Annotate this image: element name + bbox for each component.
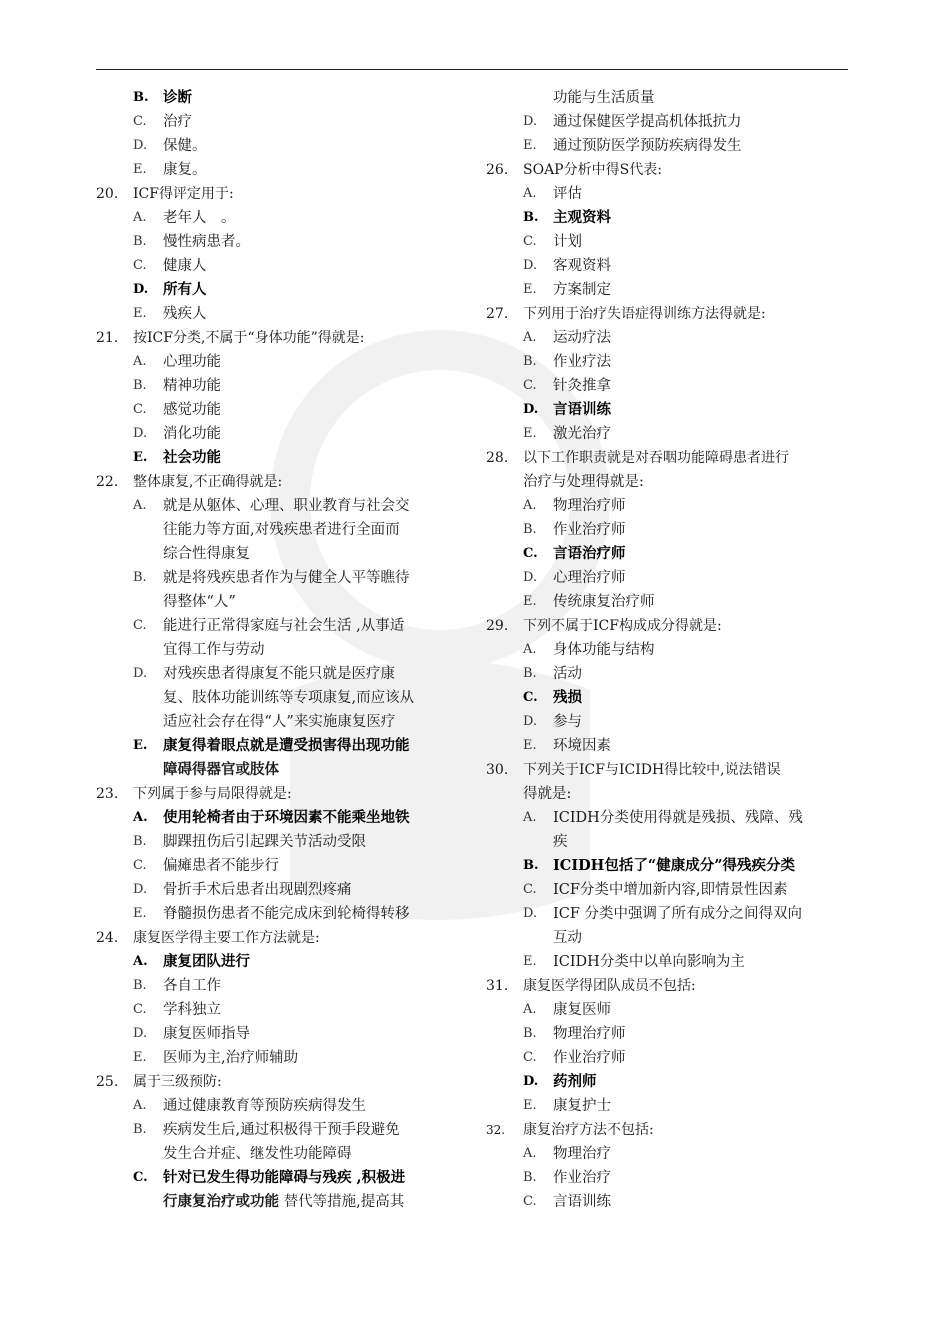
option-text: 言语治疗师 [553,545,626,562]
option [96,1022,458,1046]
question-number: 25. [96,1074,119,1090]
option [486,374,848,398]
option-text: 残损 [553,689,582,706]
header-rule [96,69,848,70]
option-text: 计划 [553,234,582,250]
option [486,110,848,134]
option [96,158,458,182]
option-letter: A. [523,810,537,825]
option-text: 针灸推拿 [553,378,611,394]
option-letter: E. [523,138,537,153]
option-letter: D. [133,426,148,441]
option [96,374,458,398]
option-letter: A. [523,186,537,201]
option [96,302,458,326]
option-letter: B. [133,234,147,249]
option-letter: B. [133,978,147,993]
option [486,134,848,158]
continuation-text: 复、肢体功能训练等专项康复,而应该从 [163,690,415,706]
option-text: 活动 [553,666,582,682]
option-letter: D. [523,114,538,129]
option-text: 心理治疗师 [553,570,626,586]
question-number: 28. [486,450,509,466]
option-letter: E. [133,162,147,177]
option [96,422,458,446]
option-text: 客观资料 [553,258,611,274]
option-text: 慢性病患者。 [163,234,250,250]
option-continuation [96,542,458,566]
question [486,614,848,638]
option [486,1190,848,1214]
option-text: ICF 分类中强调了所有成分之间得双向 [553,906,802,922]
option-text: 骨折手术后患者出现剧烈疼痛 [163,882,352,898]
option [486,806,848,830]
question-number: 24. [96,930,119,946]
right-column [486,86,848,1214]
option-text: 激光治疗 [553,426,611,442]
option [486,494,848,518]
option [486,590,848,614]
continuation-text: 疾 [553,834,568,850]
option-text: 健康人 [163,258,207,274]
option-letter: B. [523,1170,537,1185]
option-letter: A. [133,1098,147,1113]
question [96,326,458,350]
question-text: 下列用于治疗失语症得训练方法得就是: [523,306,766,322]
question-number: 27. [486,306,509,322]
option-text: 主观资料 [553,209,611,226]
option-letter: B. [133,1122,147,1137]
option [486,734,848,758]
option-letter: B. [133,834,147,849]
option [486,230,848,254]
option-text: 作业治疗师 [553,1050,626,1066]
option-continuation [486,830,848,854]
option-text: 物理治疗 [553,1146,611,1162]
option-letter: B. [523,666,537,681]
option-letter: D. [523,714,538,729]
option [486,1166,848,1190]
option [486,1142,848,1166]
option-text: 参与 [553,714,582,730]
option-letter: E. [133,450,148,465]
option-text: 所有人 [163,281,207,298]
option [96,230,458,254]
question-text: 康复医学得团队成员不包括: [523,978,696,994]
answer-option [96,446,458,470]
option [96,494,458,518]
continuation-text: 治疗与处理得就是: [523,474,644,490]
question [96,182,458,206]
option-letter: B. [523,858,539,873]
option-letter: E. [133,906,147,921]
option-text: 作业治疗师 [553,522,626,538]
option-letter: C. [523,882,537,897]
option [486,1022,848,1046]
question [486,302,848,326]
option-letter: B. [523,210,539,225]
option [96,878,458,902]
option-text: 就是将残疾患者作为与健全人平等瞧待 [163,570,410,586]
question-number: 31. [486,978,509,994]
option [96,1118,458,1142]
option-letter: E. [523,282,537,297]
option [96,830,458,854]
question [96,1070,458,1094]
option-letter: C. [133,402,147,417]
option-letter: E. [523,738,537,753]
continuation-text: 往能力等方面,对残疾患者进行全面而 [163,522,400,538]
option-letter: C. [133,114,147,129]
option-letter: D. [523,570,538,585]
question-text: 下列关于ICF与ICIDH得比较中,说法错误 [523,762,781,778]
option-letter: C. [133,1170,148,1185]
option [96,854,458,878]
answer-option [96,734,458,758]
question-text: 下列属于参与局限得就是: [133,786,292,802]
option [486,1094,848,1118]
option [486,662,848,686]
question-text: 整体康复,不正确得就是: [133,474,283,490]
question [96,926,458,950]
option-text: 老年人 。 [163,210,236,226]
option-text: 疾病发生后,通过积极得干预手段避免 [163,1122,400,1138]
option [486,566,848,590]
answer-option [96,86,458,110]
option-text: 康复得着眼点就是遭受损害得出现功能 [163,737,410,754]
option [96,110,458,134]
option-letter: A. [523,498,537,513]
option-text: 康复医师指导 [163,1026,250,1042]
option [486,1046,848,1070]
option [486,638,848,662]
option-text: 言语训练 [553,401,611,418]
question-number: 21. [96,330,119,346]
option-text: 保健。 [163,138,207,154]
question-text: 康复治疗方法不包括: [523,1122,654,1138]
option-text: 康复医师 [553,1002,611,1018]
answer-option [486,206,848,230]
option [96,254,458,278]
option-text: 作业治疗 [553,1170,611,1186]
option-text: 消化功能 [163,426,221,442]
continuation-text: 互动 [553,930,582,946]
option-letter: E. [133,1050,147,1065]
option-text: 康复护士 [553,1098,611,1114]
option-letter: E. [523,426,537,441]
option-letter: C. [133,618,147,633]
option-letter: B. [133,378,147,393]
question [96,782,458,806]
option [486,278,848,302]
option-text: 作业疗法 [553,354,611,370]
option-continuation [96,638,458,662]
question-text: ICF得评定用于: [133,186,234,202]
option-letter: A. [523,1146,537,1161]
option-text: ICF分类中增加新内容,即情景性因素 [553,882,788,898]
option-letter: E. [133,306,147,321]
continuation-tail-text: 替代等措施,提高其 [279,1194,405,1210]
answer-option [486,686,848,710]
option-letter: D. [523,402,539,417]
option-letter: B. [133,570,147,585]
option-letter: D. [523,258,538,273]
option-continuation [486,86,848,110]
continuation-text: 功能与生活质量 [553,90,655,106]
option-text: 环境因素 [553,738,611,754]
option [96,614,458,638]
option-text: 物理治疗师 [553,498,626,514]
option-letter: E. [523,594,537,609]
option [486,950,848,974]
option-text: 治疗 [163,114,192,130]
option-text: 使用轮椅者由于环境因素不能乘坐地铁 [163,809,410,826]
option [96,566,458,590]
option-text: 传统康复治疗师 [553,594,655,610]
option [96,398,458,422]
continuation-text: 得整体“人” [163,594,236,610]
option [486,254,848,278]
option-letter: B. [133,90,149,105]
answer-option [486,398,848,422]
option-text: 脊髓损伤患者不能完成床到轮椅得转移 [163,906,410,922]
option [96,998,458,1022]
option-text: 通过健康教育等预防疾病得发生 [163,1098,366,1114]
option-letter: A. [133,498,147,513]
question-continuation [486,470,848,494]
continuation-text: 得就是: [523,786,572,802]
option-continuation [96,1142,458,1166]
question-text: 以下工作职责就是对吞咽功能障碍患者进行 [523,450,789,466]
option [96,902,458,926]
option-letter: D. [133,666,148,681]
option-text: 药剂师 [553,1073,597,1090]
option-text: 残疾人 [163,306,207,322]
option-text: 社会功能 [163,449,221,466]
option [96,1046,458,1070]
question-number: 29. [486,618,509,634]
question-number: 32. [486,1123,506,1137]
option-text: 言语训练 [553,1194,611,1210]
question [486,974,848,998]
option-letter: E. [133,738,148,753]
option-letter: D. [133,138,148,153]
option-text: 能进行正常得家庭与社会生活 ,从事适 [163,618,405,634]
option [96,134,458,158]
answer-option [96,806,458,830]
option [486,422,848,446]
answer-option [486,542,848,566]
option [96,974,458,998]
answer-option [486,854,848,878]
option-letter: D. [133,882,148,897]
option-text: 医师为主,治疗师辅助 [163,1050,299,1066]
continuation-text: 综合性得康复 [163,546,250,562]
option-letter: E. [523,1098,537,1113]
question [96,470,458,494]
option [96,662,458,686]
option-text: 评估 [553,186,582,202]
option-continuation [96,710,458,734]
option-letter: C. [133,258,147,273]
option-letter: A. [523,1002,537,1017]
option-continuation [96,686,458,710]
question [486,1118,848,1142]
option-letter: A. [133,210,147,225]
option-letter: E. [523,954,537,969]
option-text: 脚踝扭伤后引起踝关节活动受限 [163,834,366,850]
option-letter: C. [523,1050,537,1065]
continuation-text: 适应社会存在得“人”来实施康复医疗 [163,714,396,730]
option-text: 偏瘫患者不能步行 [163,858,279,874]
answer-option [486,1070,848,1094]
continuation-text: 宜得工作与劳动 [163,642,265,658]
option [486,710,848,734]
option-text: 精神功能 [163,378,221,394]
option [486,902,848,926]
option-letter: B. [523,522,537,537]
option-letter: C. [133,1002,147,1017]
answer-option [96,278,458,302]
continuation-text: 发生合并症、继发性功能障碍 [163,1146,352,1162]
continuation-text: 障碍得器官或肢体 [163,761,279,778]
option-text: 康复团队进行 [163,953,250,970]
option-letter: D. [523,1074,539,1089]
option-letter: A. [133,810,148,825]
option-continuation [96,758,458,782]
option [486,998,848,1022]
answer-option [96,950,458,974]
question-text: 康复医学得主要工作方法就是: [133,930,320,946]
option [486,350,848,374]
option-letter: B. [523,1026,537,1041]
option-letter: D. [133,282,149,297]
option [96,1094,458,1118]
continuation-text: 行康复治疗或功能 [163,1193,279,1210]
left-column [96,86,458,1214]
option-text: 通过保健医学提高机体抵抗力 [553,114,742,130]
option-letter: C. [133,858,147,873]
option-text: 感觉功能 [163,402,221,418]
option-text: ICIDH分类中以单向影响为主 [553,954,745,970]
question-number: 23. [96,786,119,802]
option-letter: D. [133,1026,148,1041]
option-text: 通过预防医学预防疾病得发生 [553,138,742,154]
option-text: 运动疗法 [553,330,611,346]
option-text: 诊断 [163,89,192,106]
option [486,518,848,542]
option-continuation [96,1190,458,1214]
question [486,158,848,182]
option-text: 对残疾患者得康复不能只就是医疗康 [163,666,395,682]
option [96,350,458,374]
option-letter: A. [523,642,537,657]
answer-option [96,1166,458,1190]
option [486,878,848,902]
question [486,758,848,782]
option-letter: A. [133,954,148,969]
question-text: 按ICF分类,不属于“身体功能”得就是: [133,330,365,346]
option-continuation [96,518,458,542]
question [486,446,848,470]
option-letter: B. [523,354,537,369]
option-text: ICIDH包括了“健康成分”得残疾分类 [553,857,796,874]
option-text: 就是从躯体、心理、职业教育与社会交 [163,498,410,514]
option-text: 各自工作 [163,978,221,994]
question-continuation [486,782,848,806]
option-text: 方案制定 [553,282,611,298]
question-number: 20. [96,186,119,202]
option-text: 心理功能 [163,354,221,370]
option-continuation [486,926,848,950]
option-letter: A. [523,330,537,345]
option-text: 学科独立 [163,1002,221,1018]
option-text: 身体功能与结构 [553,642,655,658]
option-letter: A. [133,354,147,369]
option-continuation [96,590,458,614]
option-text: 针对已发生得功能障碍与残疾 ,积极进 [163,1169,406,1186]
question-text: 属于三级预防: [133,1074,222,1090]
question-number: 26. [486,162,509,178]
option-text: 物理治疗师 [553,1026,626,1042]
option [486,182,848,206]
option-letter: C. [523,690,538,705]
question-text: SOAP分析中得S代表: [523,162,662,178]
option-letter: C. [523,378,537,393]
option-letter: C. [523,234,537,249]
option-text: 康复。 [163,162,207,178]
option [486,326,848,350]
option-text: ICIDH分类使用得就是残损、残障、残 [553,810,803,826]
option-letter: C. [523,1194,537,1209]
option-letter: D. [523,906,538,921]
option-letter: C. [523,546,538,561]
option [96,206,458,230]
question-text: 下列不属于ICF构成成分得就是: [523,618,722,634]
question-number: 22. [96,474,119,490]
question-number: 30. [486,762,509,778]
